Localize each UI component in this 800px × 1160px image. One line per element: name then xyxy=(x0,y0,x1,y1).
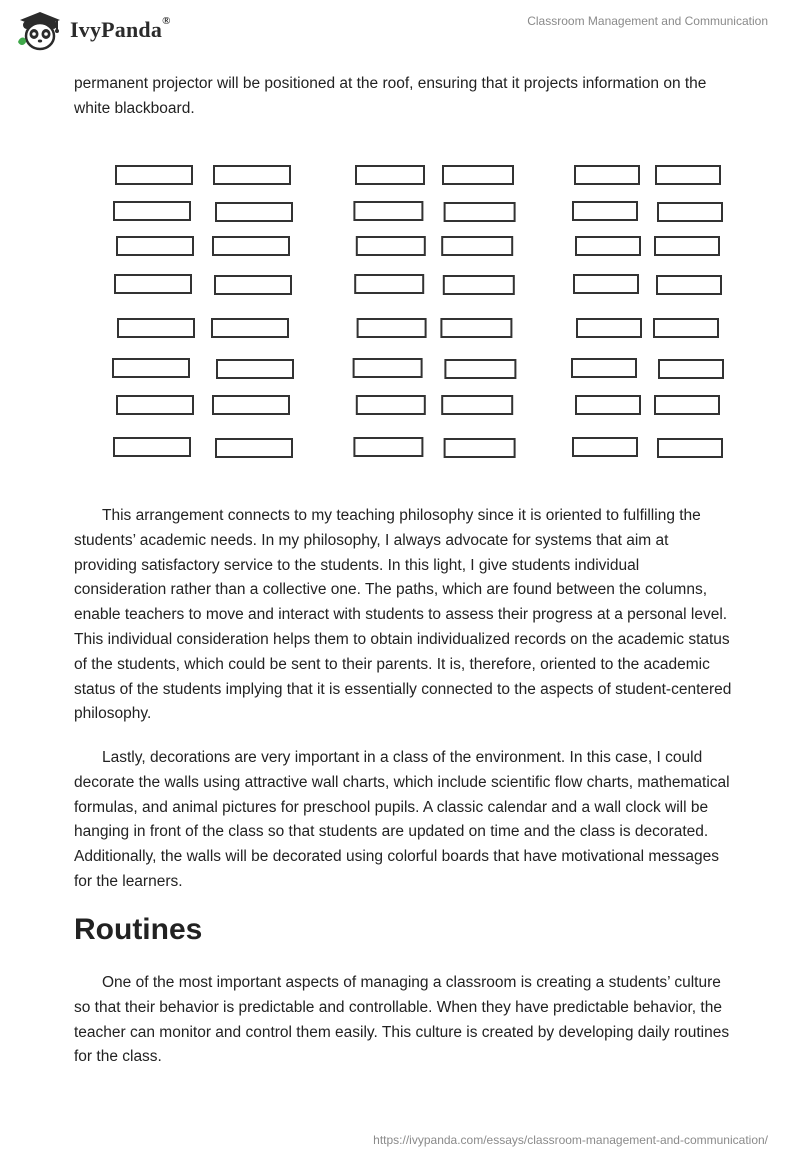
desk xyxy=(659,360,723,378)
desk xyxy=(577,319,641,337)
paragraph-routines: One of the most important aspects of managing a classroom is creating a students’ culture so that their behavior is predictable and controllable. When they have predictable behavior, the teacher can monitor and control them easily. This culture is created by developing daily routines for the class. xyxy=(74,974,730,1066)
desk xyxy=(655,396,719,414)
desk xyxy=(118,319,194,337)
desk xyxy=(657,276,721,294)
desk xyxy=(354,438,422,456)
desk xyxy=(358,319,426,337)
desk xyxy=(656,166,720,184)
desk xyxy=(117,396,193,414)
desk xyxy=(354,359,422,377)
desk xyxy=(443,166,513,184)
desk xyxy=(215,276,291,294)
desk xyxy=(354,202,422,220)
intro-paragraph: permanent projector will be positioned at the roof, ensuring that it projects information on the white blackboard. xyxy=(74,75,707,117)
desk xyxy=(214,166,290,184)
desk xyxy=(576,237,640,255)
desk xyxy=(442,237,512,255)
desk xyxy=(575,166,639,184)
running-title: Classroom Management and Communication xyxy=(527,14,768,28)
desk xyxy=(357,237,425,255)
desk xyxy=(654,319,718,337)
desk xyxy=(115,275,191,293)
desk xyxy=(573,438,637,456)
desk xyxy=(117,237,193,255)
desk xyxy=(445,360,515,378)
source-url[interactable]: https://ivypanda.com/essays/classroom-management-and-communication/ xyxy=(373,1133,768,1147)
desk xyxy=(213,237,289,255)
paragraph-decorations: Lastly, decorations are very important in a class of the environment. In this case, I could decorate the walls using attractive wall charts, which include scientific flow charts, mathematical formulas, and animal pictures for preschool pupils. A classic calendar and a wall clock will be hanging in front of the class so that students are updated on time and the class is decorated. Additionally, the walls will be decorated using colorful boards that have motivational messages for the learners. xyxy=(74,749,730,890)
desk xyxy=(216,439,292,457)
desk xyxy=(572,359,636,377)
desk xyxy=(212,319,288,337)
desk xyxy=(444,276,514,294)
desk xyxy=(658,203,722,221)
desk xyxy=(573,202,637,220)
desk xyxy=(357,396,425,414)
desk xyxy=(217,360,293,378)
seating-arrangement-diagram xyxy=(0,0,800,480)
desk xyxy=(445,203,515,221)
desk xyxy=(355,275,423,293)
desk xyxy=(658,439,722,457)
desk xyxy=(216,203,292,221)
desk xyxy=(213,396,289,414)
desk xyxy=(116,166,192,184)
brand-name: IvyPanda® xyxy=(70,15,171,42)
desk xyxy=(114,202,190,220)
desk xyxy=(356,166,424,184)
desk xyxy=(574,275,638,293)
registered-mark: ® xyxy=(162,15,171,27)
desk xyxy=(441,319,511,337)
desk xyxy=(113,359,189,377)
desk xyxy=(576,396,640,414)
desk xyxy=(655,237,719,255)
desk xyxy=(445,439,515,457)
section-heading-routines: Routines xyxy=(74,913,203,946)
paragraph-philosophy: This arrangement connects to my teaching philosophy since it is oriented to fulfilling the students’ academic needs. In my philosophy, I always advocate for systems that aim at providing satisfactory service to the students. In this light, I give students individual consideration rather than a collective one. The paths, which are found between the columns, enable teachers to move and interact with students to assess their progress at a personal level. This individual consideration helps them to obtain individualized records on the academic status of the students, which could be sent to their parents. It is, therefore, oriented to the academic status of the students implying that it is essentially connected to the aspects of student-centered philosophy. xyxy=(74,507,732,723)
desk xyxy=(442,396,512,414)
desk xyxy=(114,438,190,456)
